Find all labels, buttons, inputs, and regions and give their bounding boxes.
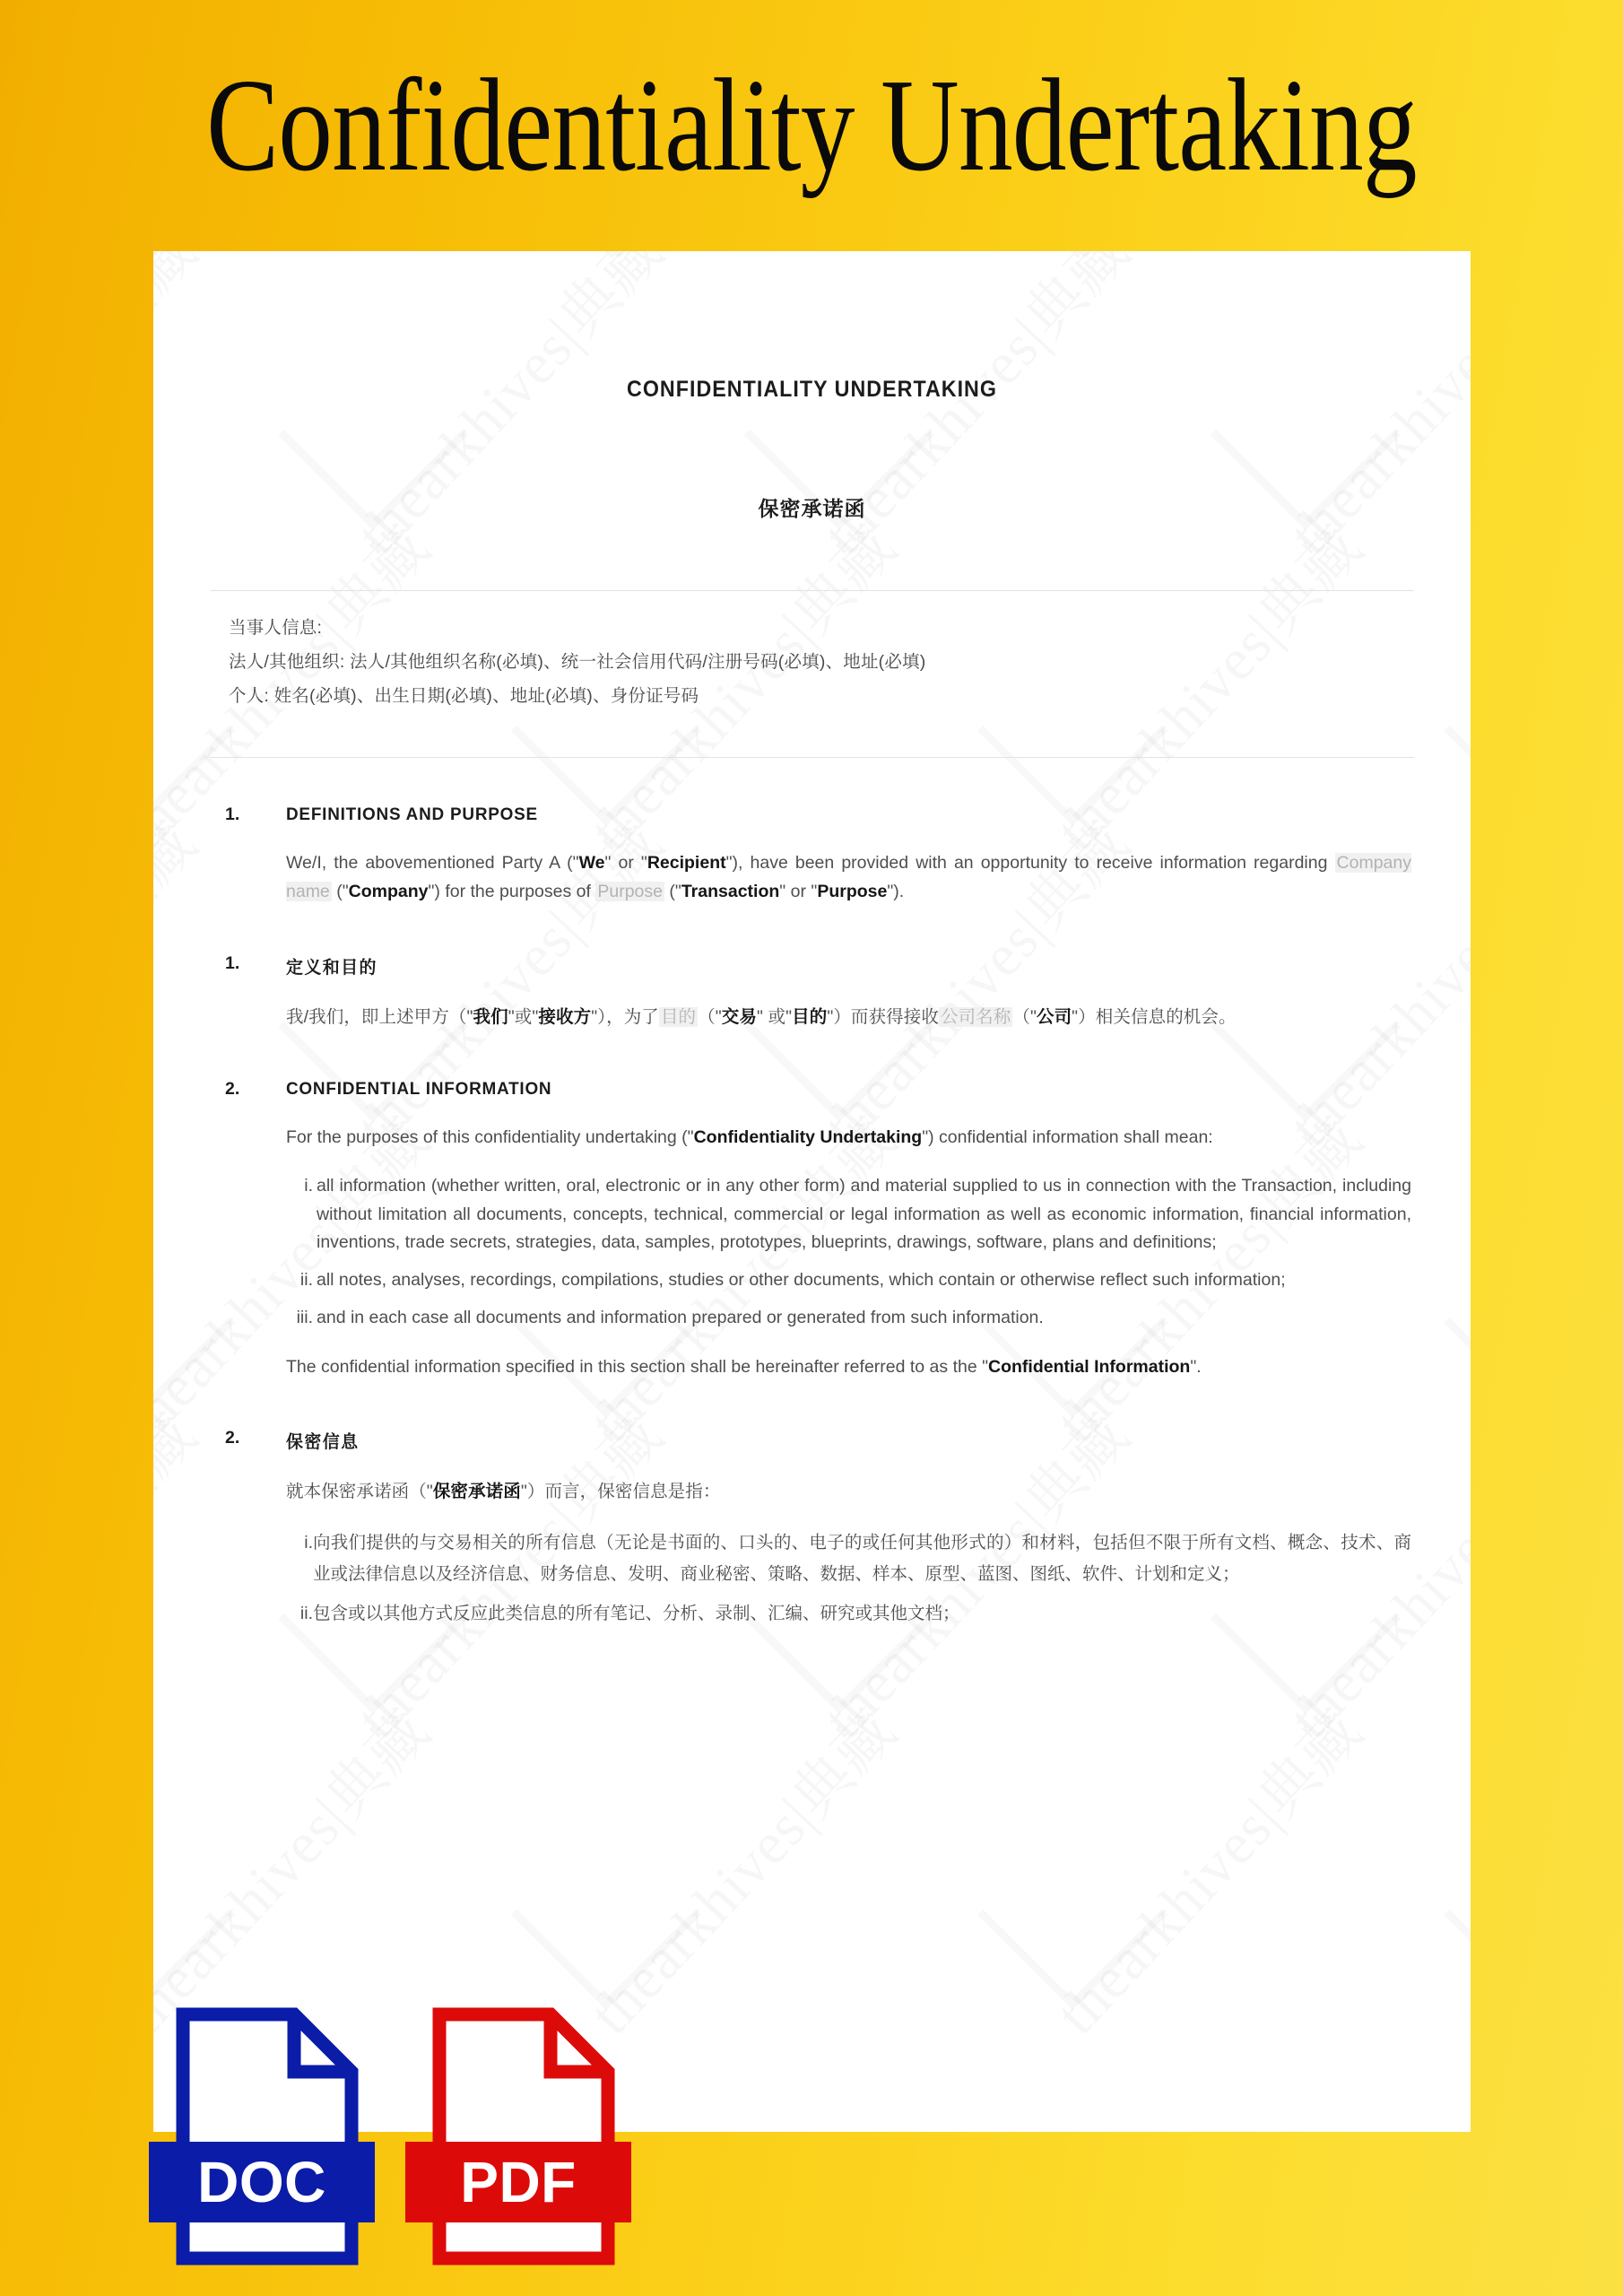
section-item-list — [286, 1172, 1411, 1333]
placeholder-field[interactable]: Company name — [286, 853, 1411, 902]
pdf-badge-label: PDF — [405, 2142, 631, 2222]
list-item: iii. and in each case all documents and information prepared or generated from such information. — [286, 1304, 1411, 1333]
document-sections — [213, 804, 1411, 1630]
section-item-list — [286, 1527, 1411, 1630]
section-intro: For the purposes of this confidentiality undertaking ("Confidentiality Undertaking") confidential information shall mean: — [286, 1127, 1213, 1148]
section-heading: DEFINITIONS AND PURPOSE — [286, 804, 538, 825]
watermark-text — [1032, 251, 1378, 274]
list-item: ii. all notes, analyses, recordings, compilations, studies or other documents, which contain or otherwise reflect such information; — [286, 1266, 1411, 1295]
document-section-2 — [213, 953, 1411, 1033]
watermark-text — [153, 251, 446, 274]
section-heading: CONFIDENTIAL INFORMATION — [286, 1079, 552, 1100]
placeholder-field[interactable]: 目的 — [660, 1006, 697, 1027]
list-item: i. 向我们提供的与交易相关的所有信息（无论是书面的、口头的、电子的或任何其他形式的）和材料，包括但不限于所有文档、概念、技术、商业或法律信息以及经济信息、财务信息、发明、商业秘密、策略、数据、样本、原型、蓝图、图纸、软件、计划和定义； — [286, 1527, 1411, 1589]
page-banner — [0, 0, 1623, 251]
document-section-1 — [213, 804, 1411, 907]
list-marker: iii. — [296, 1307, 313, 1327]
document-body — [153, 377, 1471, 1630]
section-tail: The confidential information specified in this section shall be hereinafter referred to as the "Confidential Information". — [286, 1356, 1202, 1377]
file-document-icon[interactable] — [176, 2007, 359, 2266]
section-number: 2. — [225, 1428, 240, 1448]
file-pdf-icon[interactable] — [432, 2007, 615, 2266]
watermark-text — [566, 251, 912, 274]
list-marker: ii. — [299, 1270, 313, 1291]
section-content — [286, 953, 1411, 1033]
download-badges — [176, 2007, 615, 2266]
list-marker: i. — [304, 1175, 313, 1196]
section-content — [286, 804, 1411, 907]
section-intro: 就本保密承诺函（"保密承诺函"）而言，保密信息是指： — [286, 1482, 721, 1502]
list-marker: i. — [304, 1532, 313, 1552]
document-title-en: CONFIDENTIALITY UNDERTAKING — [627, 377, 997, 402]
party-info-entity: 法人/其他组织: 法人/其他组织名称(必填)、统一社会信用代码/注册号码(必填)、地址(必填) — [229, 652, 926, 673]
section-number: 1. — [225, 804, 240, 825]
section-content — [286, 1428, 1411, 1630]
section-content — [286, 1079, 1411, 1381]
section-heading: 保密信息 — [286, 1432, 360, 1453]
party-info-individual: 个人: 姓名(必填)、出生日期(必填)、地址(必填)、身份证号码 — [229, 686, 699, 707]
party-information-block — [213, 591, 1411, 718]
document-preview[interactable] — [153, 251, 1471, 2132]
document-title-cn: 保密承诺函 — [758, 497, 866, 520]
section-heading: 定义和目的 — [286, 957, 378, 978]
list-marker: ii. — [299, 1604, 313, 1624]
document-section-3 — [213, 1079, 1411, 1381]
divider-bottom — [210, 757, 1414, 758]
section-number: 2. — [225, 1079, 240, 1100]
party-info-heading: 当事人信息: — [229, 618, 323, 638]
section-paragraph: 我/我们，即上述甲方（"我们"或"接收方"），为了 目的 （"交易" 或"目的"）而获得接收 公司名称 （"公司"）相关信息的机会。 — [286, 1006, 1237, 1027]
section-number: 1. — [225, 952, 240, 973]
placeholder-field[interactable]: 公司名称 — [940, 1006, 1011, 1027]
placeholder-field[interactable]: Purpose — [597, 882, 663, 902]
doc-badge-label: DOC — [149, 2142, 375, 2222]
document-section-4 — [213, 1428, 1411, 1630]
list-item: i. all information (whether written, oral, electronic or in any other form) and material supplied to us in connection with the Transaction, including without limitation all documents, concepts, technical, commercial or legal information as well as economic information, financial information, inventions, trade secrets, strategies, data, samples, prototypes, blueprints, drawings, software, plans and definitions; — [286, 1172, 1411, 1257]
section-paragraph: We/I, the abovementioned Party A ("We" or "Recipient"), have been provided with an opportunity to receive information regarding Company name ("Company") for the purposes of Purpose ("Transaction" or "Purpose"). — [286, 853, 1411, 902]
list-item: ii. 包含或以其他方式反应此类信息的所有笔记、分析、录制、汇编、研究或其他文档； — [286, 1598, 1411, 1630]
page-title: Confidentiality Undertaking — [206, 52, 1417, 199]
